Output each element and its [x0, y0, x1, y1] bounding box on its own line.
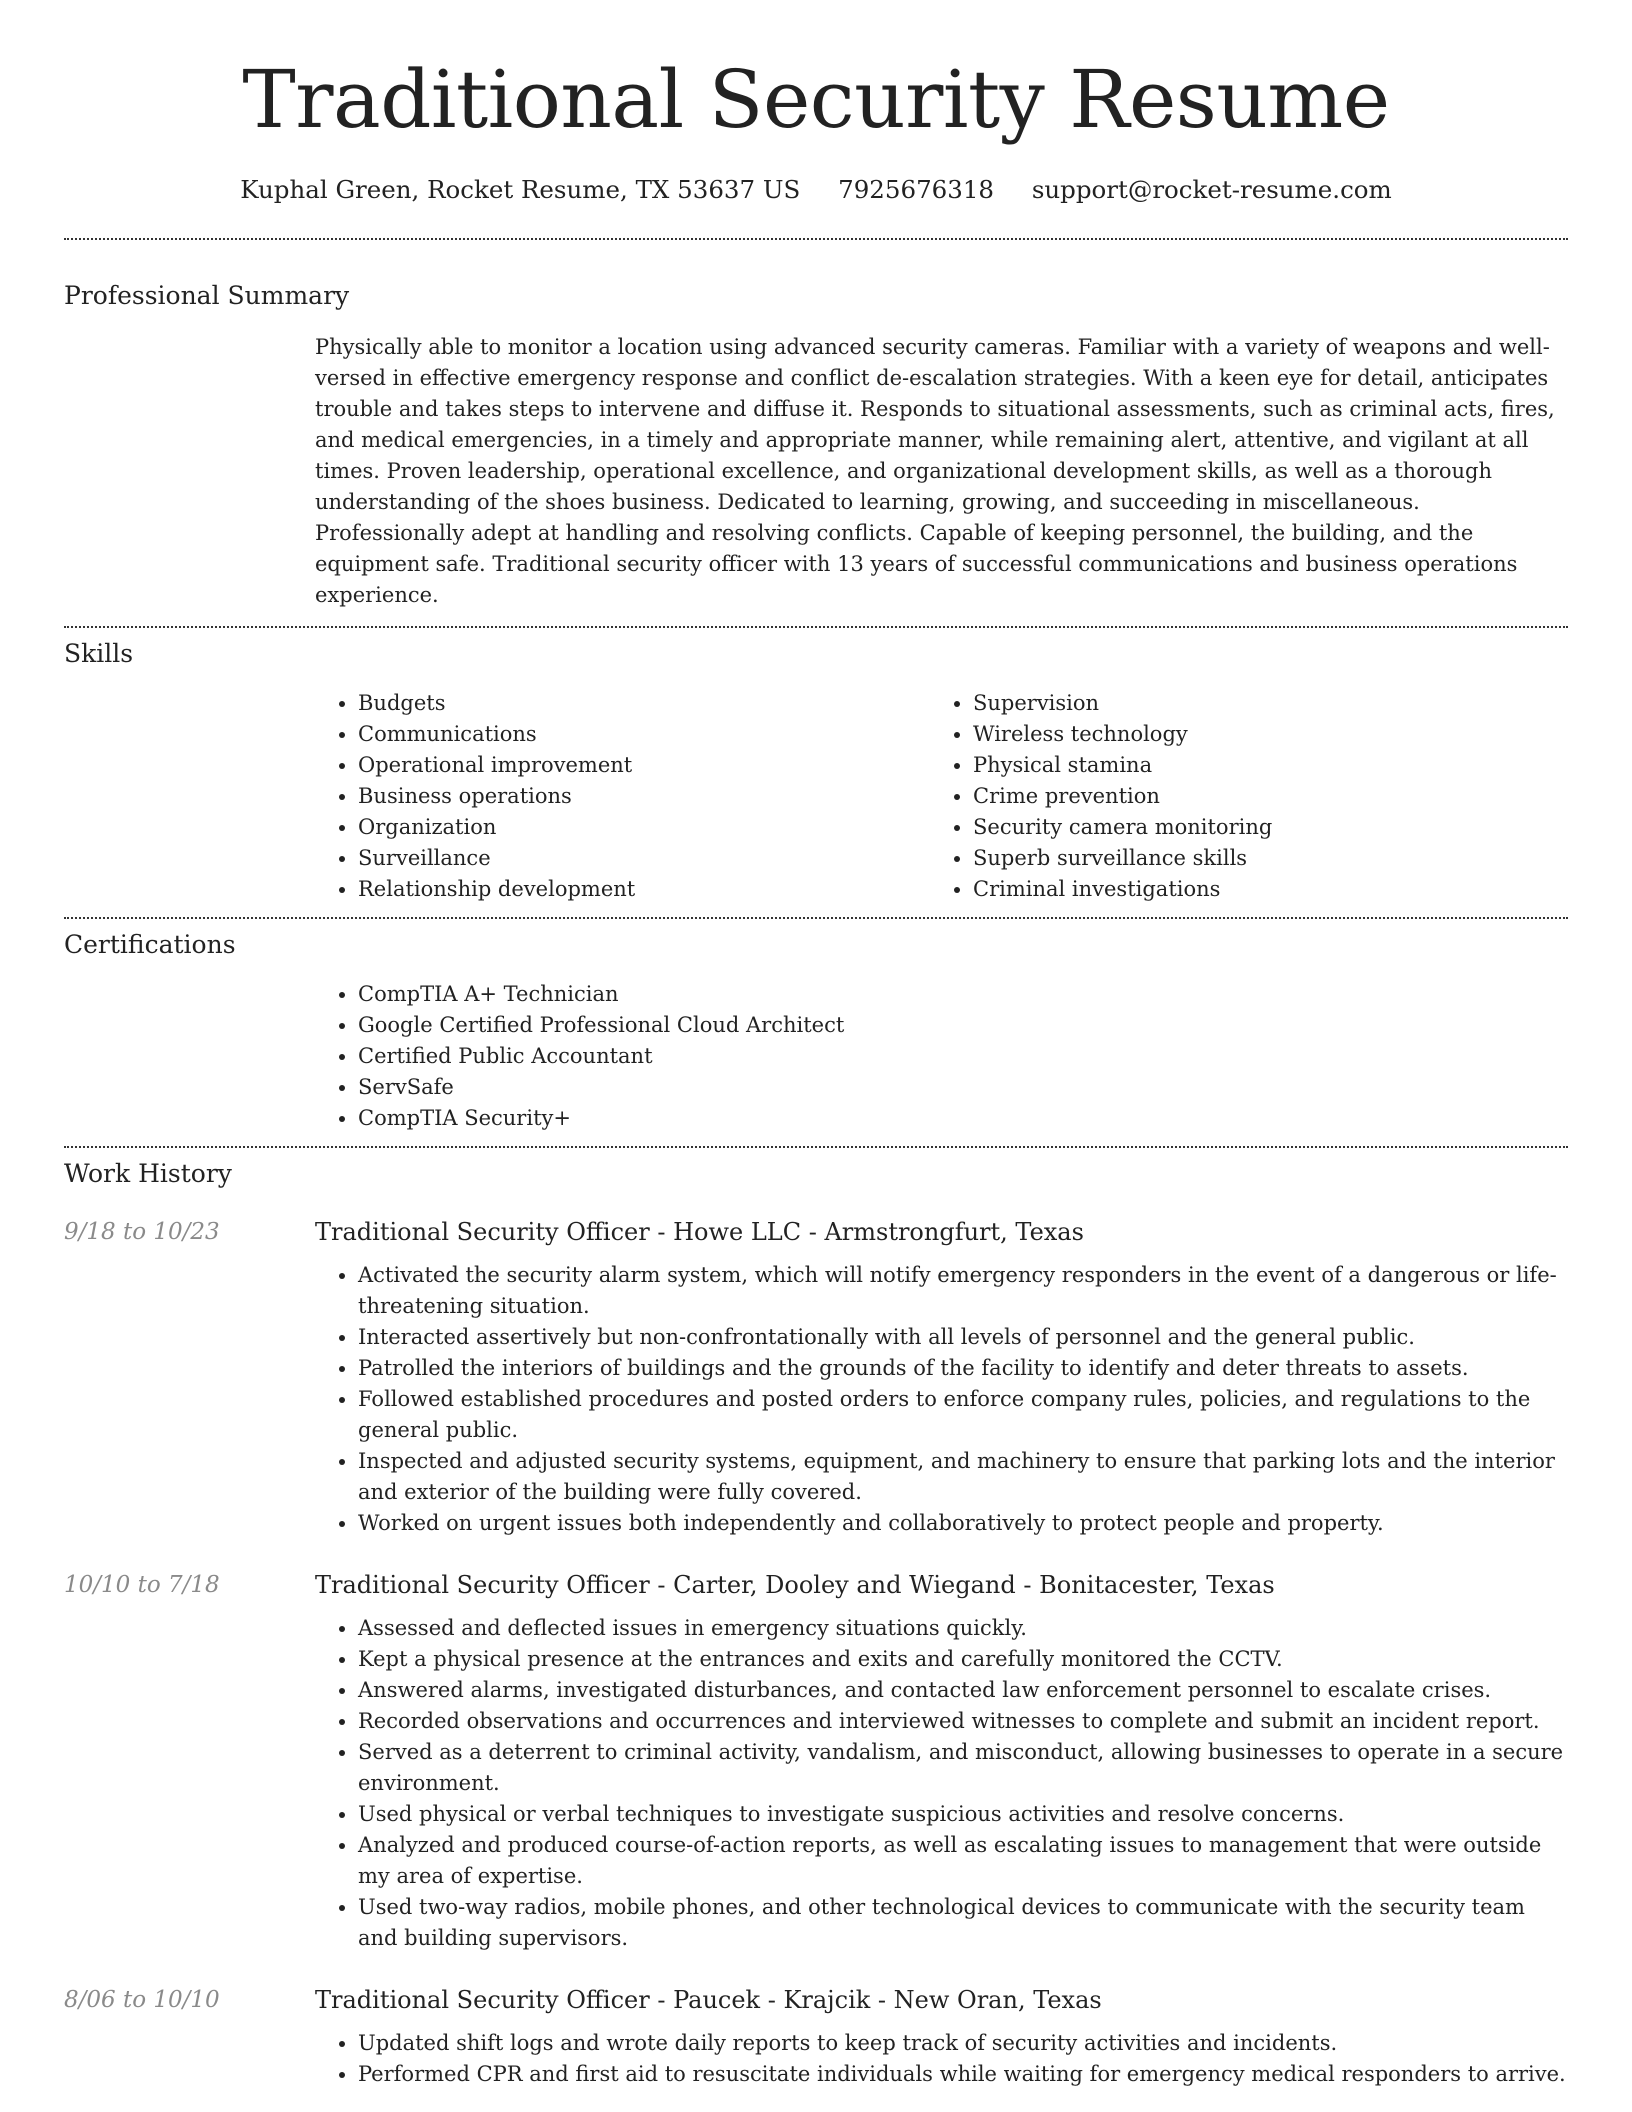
skill-item: • Business operations — [358, 781, 930, 812]
job-details — [315, 1613, 1568, 1954]
skill-item: • Criminal investigations — [973, 874, 1545, 905]
job-bullets — [315, 1613, 1568, 1954]
resume-title: Traditional Security Resume — [242, 53, 1390, 146]
certifications-content — [315, 979, 1568, 1134]
certification-item: • ServSafe — [358, 1072, 1568, 1103]
job-dates: 9/18 to 10/23 — [64, 1219, 220, 1245]
certifications-list — [315, 979, 1568, 1134]
job-bullet: • Inspected and adjusted security systems, equipment, and machinery to ensure that parking lots and the interior and exterior of the building were fully covered. — [358, 1446, 1568, 1508]
resume-page — [64, 0, 1568, 2090]
job-bullet: • Kept a physical presence at the entrances and exits and carefully monitored the CCTV. — [358, 1644, 1568, 1675]
work-section — [64, 1158, 1568, 2090]
contact-email: support@rocket-resume.com — [1031, 175, 1392, 204]
job-title: Traditional Security Officer - Carter, Dooley and Wiegand - Bonitacester, Texas — [315, 1571, 1275, 1599]
certification-item: • CompTIA Security+ — [358, 1103, 1568, 1134]
job-dates: 10/10 to 7/18 — [64, 1572, 220, 1598]
skill-item: • Communications — [358, 719, 930, 750]
skill-item: • Crime prevention — [973, 781, 1545, 812]
skills-heading: Skills — [64, 639, 134, 668]
skill-item: • Operational improvement — [358, 750, 930, 781]
contact-phone: 7925676318 — [838, 175, 995, 204]
summary-section — [64, 280, 1568, 611]
job-bullet: • Used two-way radios, mobile phones, and other technological devices to communicate with the security team and building supervisors. — [358, 1892, 1568, 1954]
job-dates: 8/06 to 10/10 — [64, 1987, 220, 2013]
job-bullet: • Worked on urgent issues both independently and collaboratively to protect people and property. — [358, 1508, 1568, 1539]
skills-list-left — [315, 688, 930, 905]
job-bullet: • Recorded observations and occurrences and interviewed witnesses to complete and submit an incident report. — [358, 1706, 1568, 1737]
skill-item: • Budgets — [358, 688, 930, 719]
job-entry — [64, 1984, 1568, 2090]
skill-item: • Wireless technology — [973, 719, 1545, 750]
certification-item: • CompTIA A+ Technician — [358, 979, 1568, 1010]
job-bullet: • Used physical or verbal techniques to investigate suspicious activities and resolve concerns. — [358, 1799, 1568, 1830]
skill-item: • Surveillance — [358, 843, 930, 874]
job-bullet: • Answered alarms, investigated disturbances, and contacted law enforcement personnel to escalate crises. — [358, 1675, 1568, 1706]
skill-item: • Relationship development — [358, 874, 930, 905]
skill-item: • Security camera monitoring — [973, 812, 1545, 843]
job-bullet: • Activated the security alarm system, which will notify emergency responders in the event of a dangerous or life-threatening situation. — [358, 1260, 1568, 1322]
contact-line — [64, 174, 1568, 206]
certifications-heading: Certifications — [64, 930, 236, 959]
job-bullet: • Performed CPR and first aid to resuscitate individuals while waiting for emergency medical responders to arrive. — [358, 2059, 1568, 2090]
job-bullet: • Served as a deterrent to criminal activity, vandalism, and misconduct, allowing businesses to operate in a secure environment. — [358, 1737, 1568, 1799]
contact-address: Kuphal Green, Rocket Resume, TX 53637 US — [240, 175, 801, 204]
certification-item: • Google Certified Professional Cloud Architect — [358, 1010, 1568, 1041]
skill-item: • Supervision — [973, 688, 1545, 719]
summary-content — [315, 332, 1568, 611]
skill-item: • Organization — [358, 812, 930, 843]
job-bullet: • Interacted assertively but non-confrontationally with all levels of personnel and the general public. — [358, 1322, 1568, 1353]
divider — [64, 238, 1568, 240]
job-title: Traditional Security Officer - Paucek - Krajcik - New Oran, Texas — [315, 1986, 1102, 2014]
job-bullets — [315, 1260, 1568, 1539]
divider — [64, 1146, 1568, 1148]
summary-text: Physically able to monitor a location using advanced security cameras. Familiar with a variety of weapons and well-versed in effective emergency response and conflict de-escalation strategies. With a keen eye for detail, anticipates trouble and takes steps to intervene and diffuse it. Responds to situational assessments, such as criminal acts, fires, and medical emergencies, in a timely and appropriate manner, while remaining alert, attentive, and vigilant at all times. Proven leadership, operational excellence, and organizational development skills, as well as a thorough understanding of the shoes business. Dedicated to learning, growing, and succeeding in miscellaneous. Professionally adept at handling and resolving conflicts. Capable of keeping personnel, the building, and the equipment safe. Traditional security officer with 13 years of successful communications and business operations experience. — [315, 335, 1555, 607]
job-details — [315, 2028, 1568, 2090]
job-title: Traditional Security Officer - Howe LLC - Armstrongfurt, Texas — [315, 1218, 1084, 1246]
job-bullet: • Analyzed and produced course-of-action reports, as well as escalating issues to management that were outside my area of expertise. — [358, 1830, 1568, 1892]
job-entry — [64, 1216, 1568, 1539]
job-bullets — [315, 2028, 1568, 2090]
certifications-section — [64, 929, 1568, 1134]
job-details — [315, 1260, 1568, 1539]
job-bullet: • Assessed and deflected issues in emergency situations quickly. — [358, 1613, 1568, 1644]
skills-section — [64, 638, 1568, 905]
job-bullet: • Updated shift logs and wrote daily reports to keep track of security activities and incidents. — [358, 2028, 1568, 2059]
skill-item: • Superb surveillance skills — [973, 843, 1545, 874]
summary-heading: Professional Summary — [64, 281, 350, 310]
skills-grid — [315, 688, 1568, 905]
divider — [64, 917, 1568, 919]
certification-item: • Certified Public Accountant — [358, 1041, 1568, 1072]
job-bullet: • Patrolled the interiors of buildings and the grounds of the facility to identify and deter threats to assets. — [358, 1353, 1568, 1384]
job-entry — [64, 1569, 1568, 1954]
work-heading: Work History — [64, 1159, 232, 1188]
skill-item: • Physical stamina — [973, 750, 1545, 781]
skills-list-right — [930, 688, 1545, 905]
job-bullet: • Followed established procedures and posted orders to enforce company rules, policies, and regulations to the general public. — [358, 1384, 1568, 1446]
divider — [64, 626, 1568, 628]
